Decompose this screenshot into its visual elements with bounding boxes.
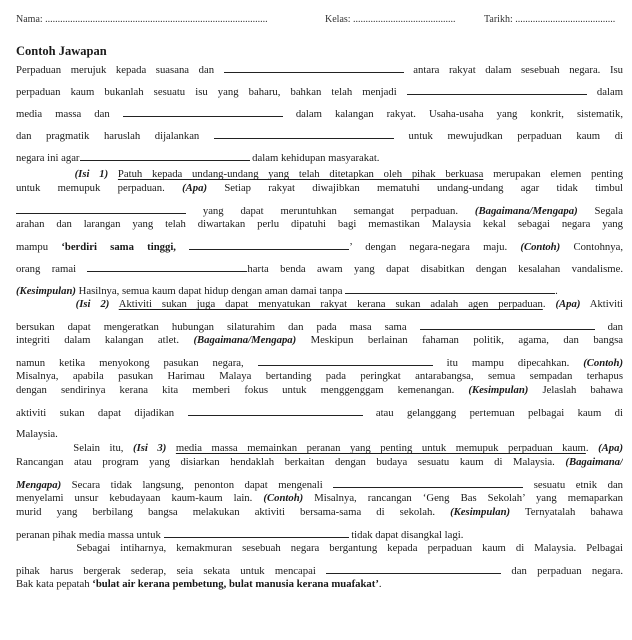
class-field[interactable]: Kelas: ......................................... [325,14,456,25]
text-line: dengan sendirinya kerana kita memberi fokus untuk menggenggam kemenangan. (Kesimpulan) Jelaslah bahawa [16,384,623,396]
text-line: mampu ‘berdiri sama tinggi, ’ dengan negara-negara maju. (Contoh) Contohnya, [16,241,623,253]
answer-blank[interactable] [224,62,404,73]
text-line: (Kesimpulan) Hasilnya, semua kaum dapat hidup dengan aman damai tanpa . [16,285,558,297]
answer-blank[interactable] [258,355,433,366]
text-line: orang ramai harta benda awam yang dapat disabitkan dengan kesalahan vandalisme. [16,263,623,275]
text-line: menyelami unsur kebudayaan kaum-kaum lain. (Contoh) Misalnya, rancangan ‘Geng Bas Sekolah’ yang memaparkan [16,492,623,504]
answer-blank[interactable] [164,527,349,538]
answer-blank[interactable] [214,128,394,139]
text-line: Misalnya, apabila pasukan Harimau Malaya bertanding pada peringkat antarabangsa, semua sempadan terhapus [16,370,623,382]
isi-2-point: Aktiviti sukan juga dapat menyatukan rakyat kerana sukan adalah agen perpaduan [118,298,543,310]
name-field[interactable]: Nama: ......................................................................................... [16,14,268,25]
page-title: Contoh Jawapan [16,44,107,58]
text-line: untuk memupuk perpaduan. (Apa) Setiap rakyat diwajibkan mematuhi undang-undang agar tidak timbul [16,182,623,194]
answer-blank[interactable] [87,261,247,272]
text-line: media massa dan dalam kalangan rakyat. Usaha-usaha yang konkrit, sistematik, [16,108,623,120]
text-line: pihak harus bergerak sederap, seia sekata untuk mencapai dan perpaduan negara. [16,565,623,577]
text-line: perpaduan kaum bukanlah sesuatu isu yang baharu, bahkan telah menjadi dalam [16,86,623,98]
text-line: (Isi 2) Aktiviti sukan juga dapat menyatukan rakyat kerana sukan adalah agen perpaduan. (Apa) Aktiviti [75,298,623,310]
text-line: Rancangan atau program yang disiarkan hendaklah berkaitan dengan budaya sesuatu kaum di Malaysia. (Bagaimana/ [16,456,623,468]
text-line: aktiviti sukan dapat dijadikan atau gelanggang pertemuan pelbagai kaum di [16,407,623,419]
answer-blank[interactable] [407,84,587,95]
text-line: negara ini agar dalam kehidupan masyarakat. [16,152,380,164]
isi-2-paragraph [16,297,623,441]
text-line: Sebagai intiharnya, kemakmuran sesebuah negara bergantung kepada perpaduan kaum di Malaysia. Pelbagai [76,542,623,554]
text-line: peranan pihak media massa untuk tidak dapat disangkal lagi. [16,529,464,541]
answer-blank[interactable] [188,405,363,416]
answer-blank[interactable] [333,477,523,488]
text-line: namun ketika menyokong pasukan negara, itu mampu dipecahkan. (Contoh) [16,357,623,369]
isi-3-paragraph [16,441,623,541]
text-line: Selain itu, (Isi 3) media massa memainkan peranan yang penting untuk memupuk perpaduan kaum. (Apa) [73,442,623,454]
essay-body [16,62,623,591]
intro-paragraph [16,62,623,164]
text-line: dan pragmatik haruslah dijalankan untuk mewujudkan perpaduan kaum di [16,130,623,142]
answer-blank[interactable] [80,150,250,161]
text-line: integriti dalam kalangan atlet. (Bagaimana/Mengapa) Meskipun berlainan fahaman politik, agama, dan bangsa [16,334,623,346]
answer-blank[interactable] [326,563,501,574]
closing-paragraph [16,541,623,591]
header-row [16,14,622,28]
date-field[interactable]: Tarikh: ........................................ [484,14,616,25]
text-line: Perpaduan merujuk kepada suasana dan antara rakyat dalam sesebuah negara. Isu [16,64,623,76]
answer-blank[interactable] [345,283,555,294]
text-line: Malaysia. [16,428,58,440]
text-line: arahan dan larangan yang telah diwartakan perlu dipatuhi bagi memastikan Malaysia kekal sebagai negara yang [16,218,623,230]
text-line: Mengapa) Secara tidak langsung, penonton dapat mengenali sesuatu etnik dan [16,479,623,491]
isi-1-point: Patuh kepada undang-undang yang telah ditetapkan oleh pihak berkuasa [117,168,484,180]
isi-1-paragraph [16,167,623,297]
text-line: (Isi 1) Patuh kepada undang-undang yang telah ditetapkan oleh pihak berkuasa merupakan elemen penting [74,168,623,180]
isi-3-point: media massa memainkan peranan yang penting untuk memupuk perpaduan kaum [175,442,586,454]
answer-blank[interactable] [16,203,186,214]
text-line: bersukan dapat mengeratkan hubungan silaturahim dan pada masa sama dan [16,321,623,333]
answer-blank[interactable] [123,106,283,117]
text-line: yang dapat meruntuhkan semangat perpaduan. (Bagaimana/Mengapa) Segala [16,203,623,217]
answer-blank[interactable] [189,239,349,250]
answer-blank[interactable] [420,319,595,330]
text-line: Bak kata pepatah ‘bulat air kerana pembetung, bulat manusia kerana muafakat’. [16,578,382,590]
text-line: murid yang berbilang bangsa melakukan aktiviti bersama-sama di sekolah. (Kesimpulan) Ternyatalah bahawa [16,506,623,518]
